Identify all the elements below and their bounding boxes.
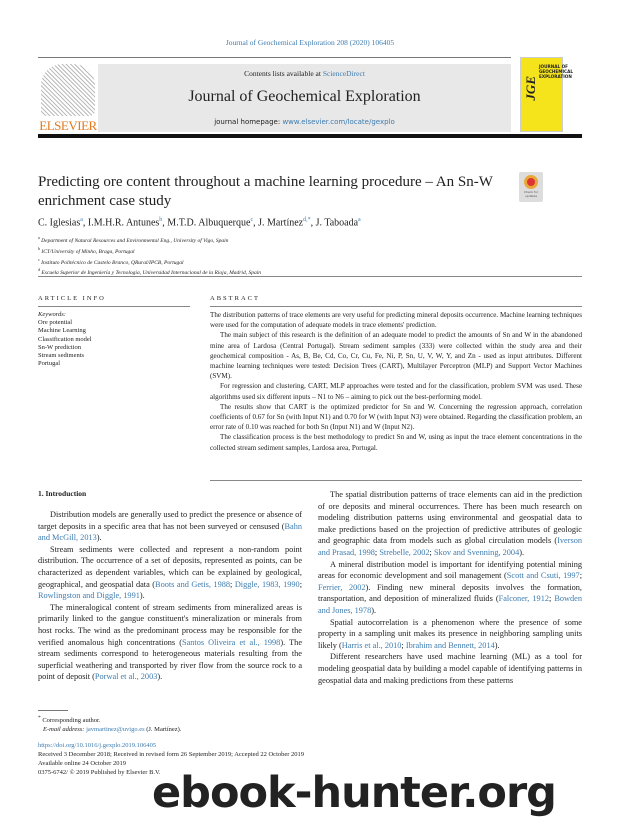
abstract-paragraph: The results show that CART is the optimized predictor for Sn and W. Concerning the regression approach, correlation coefficients of 0.67 for Sn (with Input N1) and 0.70 for W (with Input N3) were obtained. Regarding the classification problem, an error rate of 0.10 was reached for both Sn (Input N1) and W (Input N2). xyxy=(210,402,582,432)
citation-link[interactable]: Ibrahim and Bennett, 2014 xyxy=(405,640,495,650)
body-text: ; xyxy=(299,579,303,589)
contents-line xyxy=(98,69,511,78)
abstract-body xyxy=(210,310,582,453)
body-paragraph xyxy=(38,544,302,602)
divider xyxy=(210,480,582,481)
watermark: ebook-hunter.org xyxy=(152,768,556,818)
email-label: E-mail address: xyxy=(43,726,85,734)
body-text: ). xyxy=(494,640,500,650)
citation-link[interactable]: Diggle, 1983, 1990 xyxy=(234,579,300,589)
homepage-link[interactable]: www.elsevier.com/locate/gexplo xyxy=(282,118,395,126)
keyword: Ore potential xyxy=(38,319,73,327)
body-text: ). xyxy=(157,672,163,682)
keyword: Classification model xyxy=(38,335,92,343)
body-paragraph xyxy=(318,617,582,652)
body-text: Spatial autocorrelation is a phenomenon where the presence of some property in a sampling unit makes its presence in neighboring sampling units likely ( xyxy=(318,617,582,650)
body-text: ). Finding new mineral deposits involves the formation, transportation, and deposition of mineralized fluids ( xyxy=(318,582,583,604)
received-dates: Received 3 December 2018; Received in revised form 26 September 2019; Accepted 22 October 2019 xyxy=(38,751,305,758)
author-name[interactable]: M.T.D. Albuquerque xyxy=(167,217,251,229)
keyword: Stream sediments xyxy=(38,352,85,360)
keyword: Machine Learning xyxy=(38,327,86,335)
affiliation-mark: c xyxy=(38,256,40,262)
email-suffix: (J. Martínez). xyxy=(144,726,182,734)
body-text: ). xyxy=(519,547,525,557)
divider xyxy=(38,306,190,307)
body-text: ). xyxy=(96,533,102,543)
citation-link[interactable]: Strebelle, 2002 xyxy=(379,547,430,557)
elsevier-logo[interactable] xyxy=(38,64,98,132)
article-info-heading: ARTICLE INFO xyxy=(38,295,106,302)
section-heading-introduction: 1. Introduction xyxy=(38,489,87,498)
citation-link[interactable]: Bowden and Jones, 1978 xyxy=(318,594,582,615)
running-header[interactable]: Journal of Geochemical Exploration 208 (2020) 106405 xyxy=(225,38,395,47)
footnote-rule xyxy=(38,710,68,711)
affiliation-mark: a xyxy=(38,235,40,240)
abstract-paragraph: The classification process is the best methodology to predict Sn and W, using as input the trace element concentrations in the collected stream sediment samples, Lardosa area, Portugal. xyxy=(210,433,582,452)
contents-prefix: Contents lists available at xyxy=(244,69,323,78)
body-paragraph xyxy=(318,489,582,559)
body-paragraph xyxy=(318,559,582,617)
copyright: 0375-6742/ © 2019 Published by Elsevier B.V. xyxy=(38,769,161,776)
body-text: ; xyxy=(429,547,434,557)
citation-link[interactable]: Iverson and Prasad, 1998 xyxy=(318,536,582,557)
citation-link[interactable]: Scott and Csuti, 1997 xyxy=(506,571,580,581)
abstract-paragraph: For regression and clustering, CART, MLP approaches were tested and for the classification, problem SVM was used. These algorithms used six different inputs – N1 to N6 – aiming to pick out the best-performing model. xyxy=(210,382,582,401)
keywords xyxy=(38,311,92,368)
check-for-updates-button[interactable] xyxy=(519,172,543,202)
check-updates-icon xyxy=(524,175,538,189)
affiliation-text: Department of Natural Resources and Environmental Eng., University of Vigo, Spain xyxy=(39,237,229,244)
affiliation xyxy=(38,234,261,245)
body-text: ; xyxy=(579,571,582,581)
keyword: Portugal xyxy=(38,360,61,368)
journal-cover[interactable] xyxy=(520,57,574,132)
affiliation-text: Escuela Superior de Ingeniería y Tecnología, Universidad Internacional de la Rioja, Madrid, Spain xyxy=(40,270,261,277)
author-name[interactable]: J. Taboada xyxy=(315,217,359,229)
abstract-paragraph: The distribution patterns of trace elements are very useful for predicting mineral deposits occurrence. Machine learning techniques were used for the computation of adequate models in trace elements' prediction. xyxy=(210,311,582,330)
sciencedirect-link[interactable]: ScienceDirect xyxy=(322,69,365,78)
body-paragraph xyxy=(38,602,302,683)
author-affiliation-mark[interactable]: a xyxy=(80,217,83,223)
body-text: The mineralogical content of stream sediments from mineralized areas is primarily linked to the gangue constituent's mineralization or minerals from host rocks. The wind as the predominant process may be responsible for the verified anomalous high concentrations ( xyxy=(38,602,302,647)
footnote-mark: * xyxy=(38,715,41,721)
author-affiliation-mark[interactable]: d,* xyxy=(303,217,311,223)
body-text: ; xyxy=(230,579,235,589)
doi-link[interactable]: https://doi.org/10.1016/j.gexplo.2019.106405 xyxy=(38,742,157,749)
divider xyxy=(210,306,582,307)
body-text: The spatial distribution patterns of trace elements can aid in the prediction of ore deposits and mineral occurrences. There has been much research on modeling distribution patterns using environmental and geospatial data to make predictions based on the projection of predictive attributes of geologic and geographic data from models such as global circulation models ( xyxy=(318,490,582,546)
check-updates-label: Check for updates xyxy=(523,190,539,198)
author-affiliation-mark[interactable]: a xyxy=(358,217,361,223)
body-text: ). xyxy=(371,605,377,615)
article-title: Predicting ore content throughout a machine learning procedure – An Sn-W enrichment case study xyxy=(38,174,493,209)
author-affiliation-mark[interactable]: c xyxy=(250,217,254,223)
citation-link[interactable]: Porwal et al., 2003 xyxy=(94,672,158,682)
cover-title: JOURNAL OF GEOCHEMICAL EXPLORATION xyxy=(539,64,574,79)
affiliation-mark: d xyxy=(38,267,40,273)
affiliations xyxy=(38,234,261,277)
corresponding-author: Corresponding author. xyxy=(42,717,101,725)
journal-banner xyxy=(98,64,511,132)
body-text: Distribution models are generally used to predict the presence or absence of target deposits in a specific area that has not been surveyed or censused ( xyxy=(38,510,302,531)
author-affiliation-mark[interactable]: b xyxy=(159,217,163,223)
homepage-prefix: journal homepage: xyxy=(214,118,283,126)
citation-link[interactable]: Rowlingston and Diggle, 1991 xyxy=(38,591,140,601)
elsevier-wordmark: ELSEVIER xyxy=(39,118,97,133)
cover-abbrev: JGE xyxy=(523,76,538,101)
elsevier-tree-icon xyxy=(41,64,95,116)
citation-link[interactable]: Ferrier, 2002 xyxy=(318,582,366,592)
author-list: C. Iglesias$^a$, I.M.H.R. Antunes$^b$, M.T.D. Albuquerque$^c$, J. Martínez$^{d,*}$, J. Taboada$^a$ xyxy=(38,217,361,229)
citation-link[interactable]: Santos Oliveira et al., 1998 xyxy=(181,637,281,647)
body-text: Stream sediments were collected and represent a non-random point distribution. The occurrence of a set of deposits, represented as points, can be characterized as dependent variables, which can be explained by geological, geographical, and geospatial data ( xyxy=(38,544,302,589)
citation-link[interactable]: Skov and Svenning, 2004 xyxy=(433,547,520,557)
journal-title: Journal of Geochemical Exploration xyxy=(188,88,421,105)
affiliation-text: ICT/University of Minho, Braga, Portugal xyxy=(40,248,135,255)
affiliation-mark: b xyxy=(38,245,40,251)
author-name[interactable]: I.M.H.R. Antunes xyxy=(87,217,160,229)
body-paragraph xyxy=(38,509,302,544)
header-rule xyxy=(38,134,582,138)
author-name[interactable]: J. Martínez xyxy=(258,217,304,229)
email-link[interactable]: javmartinez@uvigo.es xyxy=(86,726,145,734)
body-column-right xyxy=(318,489,582,686)
body-text: ; xyxy=(374,547,380,557)
citation-link[interactable]: Bahn and McGill, 2013 xyxy=(38,521,302,543)
body-text: ; xyxy=(549,594,555,604)
affiliation-text: Instituto Politécnico de Castelo Branco, QRural/IPCB, Portugal xyxy=(39,259,184,266)
citation-link[interactable]: Harris et al., 2010 xyxy=(341,640,402,650)
divider xyxy=(38,57,511,58)
body-text: A mineral distribution model is important for identifying potential mining areas for economic development and soil management ( xyxy=(318,559,582,581)
author-name[interactable]: C. Iglesias xyxy=(38,217,81,229)
footnote xyxy=(38,714,181,734)
body-column-left xyxy=(38,509,302,683)
keyword: Sn-W prediction xyxy=(38,343,82,351)
body-text: ; xyxy=(401,640,406,650)
affiliation xyxy=(38,256,261,267)
body-text: ). xyxy=(139,591,145,601)
body-text: Different researchers have used machine learning (ML) as a tool for modeling geospatial data by building a model capable of identifying patterns in geospatial data and making predictions from these patterns xyxy=(318,652,582,685)
homepage-line xyxy=(98,118,511,126)
body-paragraph xyxy=(318,651,582,686)
abstract-heading: ABSTRACT xyxy=(210,295,260,302)
abstract-paragraph: The main subject of this research is the definition of an adequate model to predict the amounts of Sn and W in the abandoned mine area of Lardosa (Central Portugal). Stream sediment samples (333) were collected within the study area and their geochemical composition - As, B, Be, Cd, Co, Cr, Cu, Fe, Ni, P, Sn, U, V, W, Y, and Zn - used as input attributes. Different machine learning techniques were tested: Decision Trees (CART), Multilayer Perceptron (MLP) and Support Vector Machines (SVM). xyxy=(210,331,582,381)
citation-link[interactable]: Falconer, 1912 xyxy=(498,594,549,604)
citation-link[interactable]: Boots and Getis, 1988 xyxy=(155,579,231,589)
body-text: ). The stream sediments correspond to heterogeneous materials resulting from the superficial weathering and transported by river flow from the source rock to a point of deposit ( xyxy=(38,637,302,682)
keywords-label: Keywords: xyxy=(38,311,66,318)
divider xyxy=(38,276,582,277)
available-online: Available online 24 October 2019 xyxy=(38,760,126,767)
affiliation xyxy=(38,245,261,256)
